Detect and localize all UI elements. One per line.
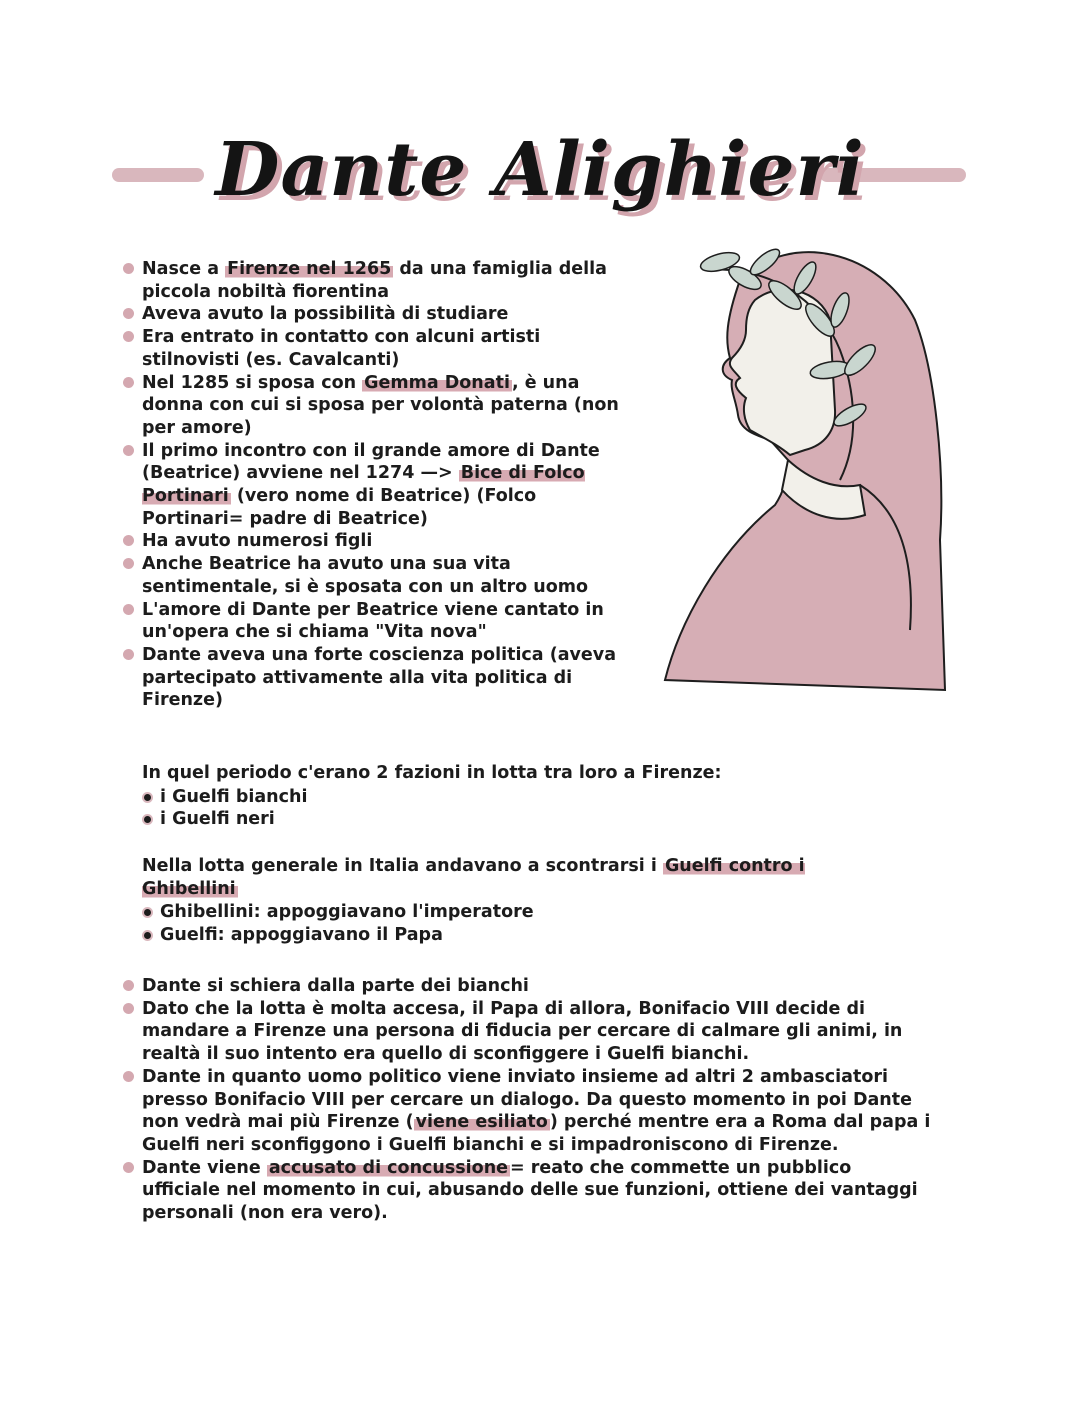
struggle-section bbox=[142, 855, 902, 947]
list-item: Anche Beatrice ha avuto una sua vita sentimentale, si è sposata con un altro uomo bbox=[122, 553, 642, 598]
page-title: Dante Alighieri bbox=[215, 127, 865, 213]
struggle-intro: Nella lotta generale in Italia andavano a scontrarsi i Guelfi contro i Ghibellini bbox=[142, 856, 805, 899]
list-item: Ha avuto numerosi figli bbox=[122, 530, 642, 553]
list-item: Ghibellini: appoggiavano l'imperatore bbox=[142, 901, 902, 924]
list-item: Guelfi: appoggiavano il Papa bbox=[142, 924, 902, 947]
factions-section bbox=[142, 762, 902, 831]
events-section bbox=[122, 975, 932, 1225]
list-item: Aveva avuto la possibilità di studiare bbox=[122, 303, 642, 326]
list-item: L'amore di Dante per Beatrice viene cantato in un'opera che si chiama "Vita nova" bbox=[122, 599, 642, 644]
list-item: Era entrato in contatto con alcuni artisti stilnovisti (es. Cavalcanti) bbox=[122, 326, 642, 371]
list-item: Dante si schiera dalla parte dei bianchi bbox=[122, 975, 932, 998]
list-item: i Guelfi neri bbox=[142, 808, 902, 831]
list-item: Nasce a Firenze nel 1265 da una famiglia della piccola nobiltà fiorentina bbox=[122, 258, 642, 303]
factions-intro: In quel periodo c'erano 2 fazioni in lotta tra loro a Firenze: bbox=[142, 763, 722, 783]
bio-section bbox=[122, 258, 642, 712]
title-area bbox=[0, 120, 1080, 230]
list-item: Dante in quanto uomo politico viene inviato insieme ad altri 2 ambasciatori presso Bonifacio VIII per cercare un dialogo. Da questo momento in poi Dante non vedrà mai più Firenze ( viene esiliato ) perché mentre era a Roma dal papa i Guelfi neri sconfiggono i Guelfi bianchi e si impadroniscono di Firenze. bbox=[122, 1066, 932, 1157]
list-item: Nel 1285 si sposa con Gemma Donati , è una donna con cui si sposa per volontà paterna (non per amore) bbox=[122, 372, 642, 440]
list-item: Il primo incontro con il grande amore di Dante (Beatrice) avviene nel 1274 —> Bice di Folco Portinari (vero nome di Beatrice) (Folco Portinari= padre di Beatrice) bbox=[122, 440, 642, 531]
list-item: Dante aveva una forte coscienza politica (aveva partecipato attivamente alla vita politica di Firenze) bbox=[122, 644, 642, 712]
list-item: i Guelfi bianchi bbox=[142, 786, 902, 809]
list-item: Dante viene accusato di concussione = reato che commette un pubblico ufficiale nel momento in cui, abusando delle sue funzioni, ottiene dei vantaggi personali (non era vero). bbox=[122, 1157, 932, 1225]
dante-portrait-illustration bbox=[660, 240, 960, 700]
list-item: Dato che la lotta è molta accesa, il Papa di allora, Bonifacio VIII decide di mandare a Firenze una persona di fiducia per cercare di calmare gli animi, in realtà il suo intento era quello di sconfiggere i Guelfi bianchi. bbox=[122, 998, 932, 1066]
